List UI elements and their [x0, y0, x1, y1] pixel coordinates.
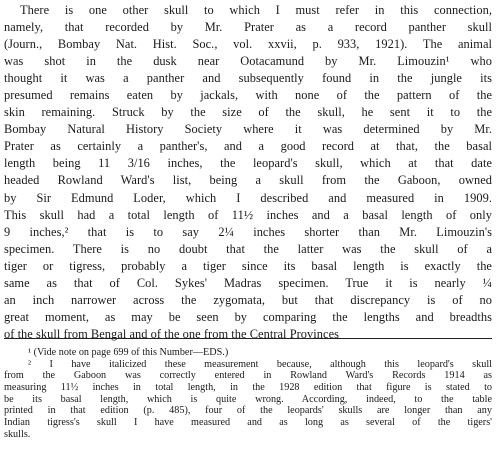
- body-line: This skull had a total length of 11½ inches and a basal length of only: [4, 207, 492, 222]
- body-line: Prater as certainly a panther's, and a good record at that, the basal: [4, 139, 492, 154]
- footnote-divider: [4, 338, 492, 339]
- footnote-2-line: from the Gaboon was correctly entered in Rowland Ward's Records 1914 as: [4, 370, 492, 382]
- body-line: namely, that recorded by Mr. Prater as a record panther skull: [4, 20, 492, 35]
- body-line: skin remaining. Struck by the size of the skull, he sent it to the: [4, 105, 492, 120]
- body-line: There is one other skull to which I must refer in this connection,: [20, 3, 492, 17]
- document-page: [4, 2, 492, 466]
- body-line: (Journ., Bombay Nat. Hist. Soc., vol. xxvii, p. 933, 1921). The animal: [4, 37, 492, 52]
- footnote-2-line: measuring 11½ inches in total length, in the 1928 edition that figure is stated to: [4, 381, 492, 393]
- body-line: presumed remains eaten by jackals, with none of the pattern of the: [4, 88, 492, 103]
- body-text: [4, 2, 492, 343]
- footnote-2-line: ² I have italicized these measurement because, although this leopard's skull: [28, 358, 492, 370]
- body-line: length being 11 3/16 inches, the leopard's skull, which at that date: [4, 156, 492, 171]
- body-line: great moment, as may be seen by comparing the lengths and breadths: [4, 309, 492, 324]
- body-line: Bombay Natural History Society where it was determined by Mr.: [4, 122, 492, 137]
- footnote-2-line: printed in that edition (p. 485), four of the leopards' skulls are longer than any: [4, 405, 492, 417]
- body-line: specimen. There is no doubt that the latter was the skull of a: [4, 241, 492, 256]
- body-line: was shot in the dusk near Ootacamund by Mr. Limouzin¹ who: [4, 54, 492, 69]
- body-line: same as that of Col. Sykes' Madras specimen. True it is nearly ¼: [4, 275, 492, 290]
- footnote-2-line: skulls.: [4, 428, 31, 440]
- footnote-2-line: Indian tigress's skull I have measured and as long as several of the tigers': [4, 416, 492, 428]
- body-line: tiger or tigress, probably a tiger since its basal length is exactly the: [4, 258, 492, 273]
- body-line: of the skull from Bengal and of the one from the Central Provinces: [4, 326, 340, 341]
- body-line: an inch narrower across the zygomata, but that discrepancy is of no: [4, 292, 492, 307]
- body-line: headed Rowland Ward's list, being a skull from the Gaboon, owned: [4, 173, 492, 188]
- body-line: 9 inches,² that is to say 2¼ inches shorter than Mr. Limouzin's: [4, 224, 492, 239]
- footnotes: [4, 347, 492, 440]
- footnote-2-line: be its basal length, which is quite wrong. According, indeed, to the table: [4, 393, 492, 405]
- footnote-1: ¹ (Vide note on page 699 of this Number—EDS.): [28, 347, 229, 358]
- body-line: by Sir Edmund Loder, which I described and measured in 1909.: [4, 190, 492, 205]
- body-line: thought it was a panther and subsequently found in the jungle its: [4, 71, 492, 86]
